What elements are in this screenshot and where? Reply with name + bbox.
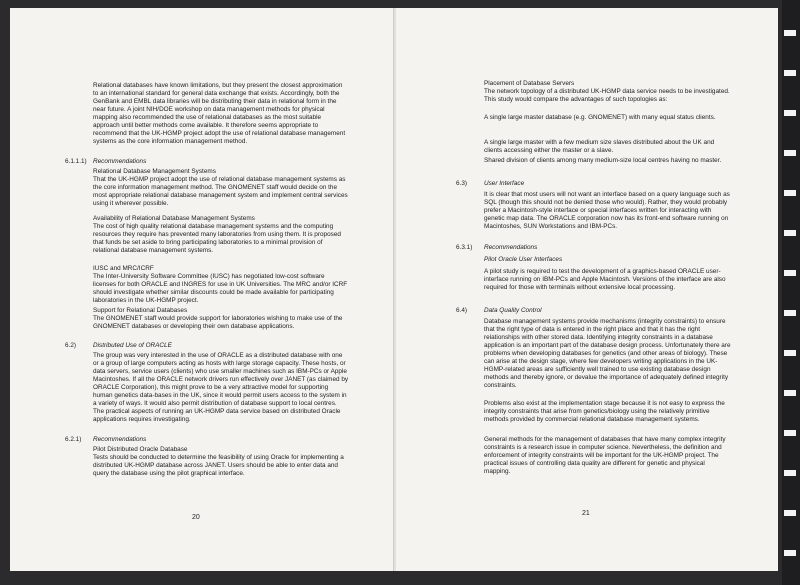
section-heading: Recommendations <box>93 158 147 165</box>
section-heading: Data Quality Control <box>484 307 542 314</box>
recommendation-support: Support for Relational Databases The GNOMENET staff would provide support for laboratories wishing to make use of the GNOMENET databases or developing their own database applications. <box>93 307 343 331</box>
distributed-oracle-paragraph: The group was very interested in the use of ORACLE as a distributed database with one or a group of large computers acting as hosts with large storage capacity. These hosts, or data servers, service users (clients) who use smaller machines such as IBM-PCs or Apple Macintoshes. If all the ORACLE network drivers run effectively over JANET (as claimed by ORACLE Corporation), this might prove to be a very attractive model for supporting human genetics data-bases in the UK, since it would permit users access to the system in a variety of ways. It would also permit distribution of database support to local centres. The practical aspects of running an UK-HGMP data service based on distributed Oracle applications requires investigating. <box>93 352 349 424</box>
data-quality-paragraph: Database management systems provide mechanisms (integrity constraints) to ensure that the right type of data is entered in the right place and that it has the right relationships with other stored data. Identifying integrity constraints in a database application is an important part of the database design process. Unfortunately there are problems when developing databases for genetics (and other areas of biology). These can arise at the design stage, where few developers writing applications in the UK-HGMP-related areas are sufficiently well trained to use existing database design methods and thereby ignore, or devalue the importance of adequately defined integrity constraints. <box>484 318 731 390</box>
placement-servers: Placement of Database Servers The network topology of a distributed UK-HGMP data service needs to be investigated. This study would compare the advantages of such topologies as: <box>484 80 730 104</box>
intro-paragraph: Relational databases have known limitations, but they present the closest approximation to an international standard for general data exchange that exists. Accordingly, both the GenBank and EMBL data libraries will be distributing their data in relational form in the near future. A joint NIH/DOE workshop on data management methods for physical mapping also recommended the use of relational databases as the most suitable approach until better methods come available. It therefore seems appropriate to recommend that the UK-HGMP project adopt the use of relational database management systems as the core information management method. <box>93 82 346 146</box>
topology-option: A single large master database (e.g. GNOMENET) with many equal status clients. <box>484 114 716 121</box>
recommendation-pilot-distributed: Pilot Distributed Oracle Database Tests should be conducted to determine the feasibility of using Oracle for implementing a distributed UK-HGMP database across JANET. Users should be able to enter data and query the database using the pilot graphical interface. <box>93 446 344 478</box>
recommendation-availability: Availability of Relational Database Management Systems The cost of high quality relational database management systems and the computing resources they require has prevented many laboratories from using them. It is proposed that funds be set aside to bring participating laboratories to a minimal provision of relational database management systems. <box>93 215 341 255</box>
page-number: 20 <box>192 514 200 521</box>
page-number: 21 <box>582 510 590 517</box>
data-quality-paragraph: General methods for the management of databases that have many complex integrity constraints is a research issue in computer science. Nevertheless, the definition and enforcement of integrity constraints will be important for the UK-HGMP project. The practical issues of controlling data quality are different for genetic and physical mapping. <box>484 436 726 476</box>
section-heading: Distributed Use of ORACLE <box>93 342 172 349</box>
topology-option: A single large master with a few medium size slaves distributed about the UK and clients accessing either the master or a slave. <box>484 139 715 155</box>
section-number: 6.1.1.1) <box>65 158 87 165</box>
pilot-interface-paragraph: A pilot study is required to test the development of a graphics-based ORACLE user-interface running on IBM-PCs and Apple Macintosh. Versions of the interface are also required for those with terminals without extensive local processing. <box>484 268 726 292</box>
section-number: 6.2) <box>65 342 77 349</box>
recommendation-iusc: IUSC and MRC/ICRF The Inter-University Software Committee (IUSC) has negotiated low-cost software licenses for both ORACLE and INGRES for use in UK Universities. The MRC and/or ICRF should investigate whether similar discounts could be made available for participating laboratories in the UK-HGMP project. <box>93 265 348 305</box>
scale-ruler <box>782 0 800 585</box>
right-page <box>396 8 778 571</box>
left-page <box>10 8 395 571</box>
subsection-heading: Pilot Oracle User Interfaces <box>484 256 563 263</box>
section-heading: Recommendations <box>93 436 147 443</box>
section-heading: User Interface <box>484 180 525 187</box>
topology-option: Shared division of clients among many medium-size local centres having no master. <box>484 157 722 164</box>
section-number: 6.3.1) <box>456 244 473 251</box>
section-heading: Recommendations <box>484 244 538 251</box>
section-number: 6.2.1) <box>65 436 82 443</box>
user-interface-paragraph: It is clear that most users will not want an interface based on a query language such as SQL (though this should not be denied those who would). Rather, they would probably prefer a Macintosh-style interface or special interfaces written for interacting with genetic map data. The ORACLE corporation now has its front-end software running on Macintoshes, SUN Workstations and IBM-PCs. <box>484 191 730 231</box>
recommendation-rdbms: Relational Database Management Systems That the UK-HGMP project adopt the use of relational database management systems as the core information management method. The GNOMENET staff would decide on the most appropriate relational database management system and implement central services using it wherever possible. <box>93 168 348 208</box>
section-number: 6.3) <box>456 180 468 187</box>
data-quality-paragraph: Problems also exist at the implementation stage because it is not easy to express the integrity constraints that arise from genetics/biology using the relatively primitive methods provided by commercial relational database management systems. <box>484 400 725 424</box>
section-number: 6.4) <box>456 307 468 314</box>
